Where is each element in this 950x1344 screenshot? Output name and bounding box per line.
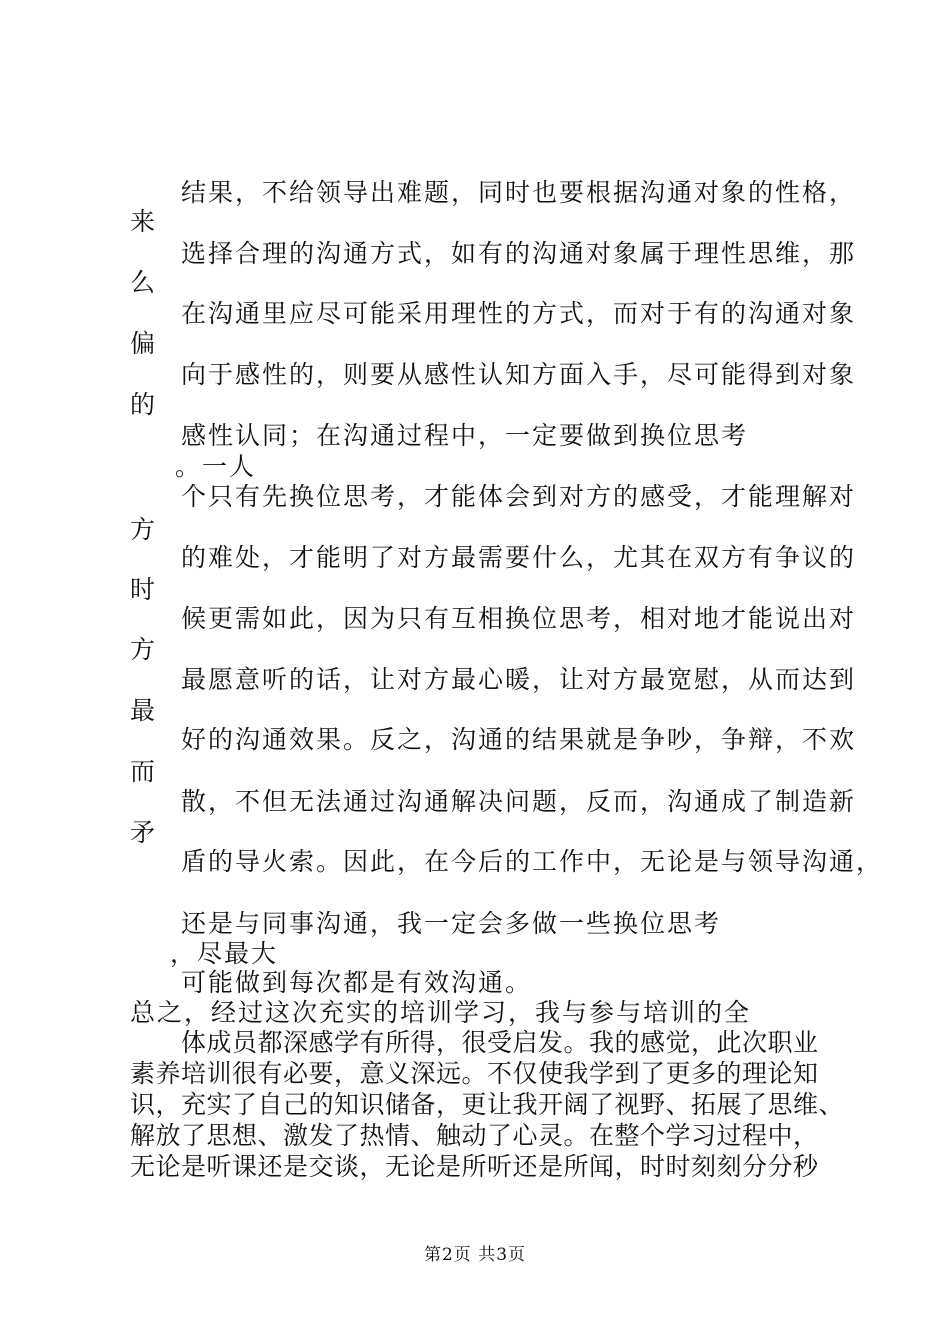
text-line: 感性认同；在沟通过程中，一定要做到换位思考 xyxy=(181,421,749,450)
text-line: ，尽最大 xyxy=(170,939,279,968)
text-line: 时 xyxy=(130,575,158,604)
text-line: 方 xyxy=(130,515,158,544)
text-line: 结果，不给领导出难题，同时也要根据沟通对象的性格， xyxy=(181,178,857,207)
text-line: 。一人 xyxy=(175,452,257,481)
text-line: 识，充实了自己的知识储备，更让我开阔了视野、拓展了思维、 xyxy=(130,1090,845,1119)
text-line: 无论是听课还是交谈，无论是所听还是所闻，时时刻刻分分秒 xyxy=(130,1152,819,1181)
text-line: 最 xyxy=(130,696,158,725)
text-line: 在沟通里应尽可能采用理性的方式，而对于有的沟通对象 xyxy=(181,299,857,328)
text-line: 向于感性的，则要从感性认知方面入手，尽可能得到对象 xyxy=(181,360,857,389)
text-line: 解放了思想、激发了热情、触动了心灵。在整个学习过程中， xyxy=(130,1121,819,1150)
text-line: 的 xyxy=(130,390,158,419)
text-line: 最愿意听的话，让对方最心暖，让对方最宽慰，从而达到 xyxy=(181,665,857,694)
text-line: 还是与同事沟通，我一定会多做一些换位思考 xyxy=(181,909,722,938)
text-line: 散，不但无法通过沟通解决问题，反而，沟通成了制造新 xyxy=(181,787,857,816)
text-line: 可能做到每次都是有效沟通。 xyxy=(181,968,533,997)
text-line: 体成员都深感学有所得，很受启发。我的感觉，此次职业 xyxy=(181,1028,819,1057)
text-line: 矛 xyxy=(130,818,158,847)
text-line: 好的沟通效果。反之，沟通的结果就是争吵，争辩，不欢 xyxy=(181,725,857,754)
text-line: 盾的导火索。因此，在今后的工作中，无论是与领导沟通， xyxy=(181,847,884,876)
text-line: 的难处，才能明了对方最需要什么，尤其在双方有争议的 xyxy=(181,543,857,572)
text-line: 方 xyxy=(130,635,158,664)
text-line: 素养培训很有必要，意义深远。不仅使我学到了更多的理论知 xyxy=(130,1059,819,1088)
text-line: 么 xyxy=(130,268,158,297)
text-line: 候更需如此，因为只有互相换位思考，相对地才能说出对 xyxy=(181,604,857,633)
text-line: 选择合理的沟通方式，如有的沟通对象属于理性思维，那 xyxy=(181,239,857,268)
text-line: 而 xyxy=(130,757,158,786)
text-line: 来 xyxy=(130,207,158,236)
text-line: 偏 xyxy=(130,329,158,358)
page-number-footer: 第2页 共3页 xyxy=(423,1245,527,1265)
text-line: 个只有先换位思考，才能体会到对方的感受，才能理解对 xyxy=(181,482,857,511)
text-line: 总之，经过这次充实的培训学习，我与参与培训的全 xyxy=(130,998,752,1027)
